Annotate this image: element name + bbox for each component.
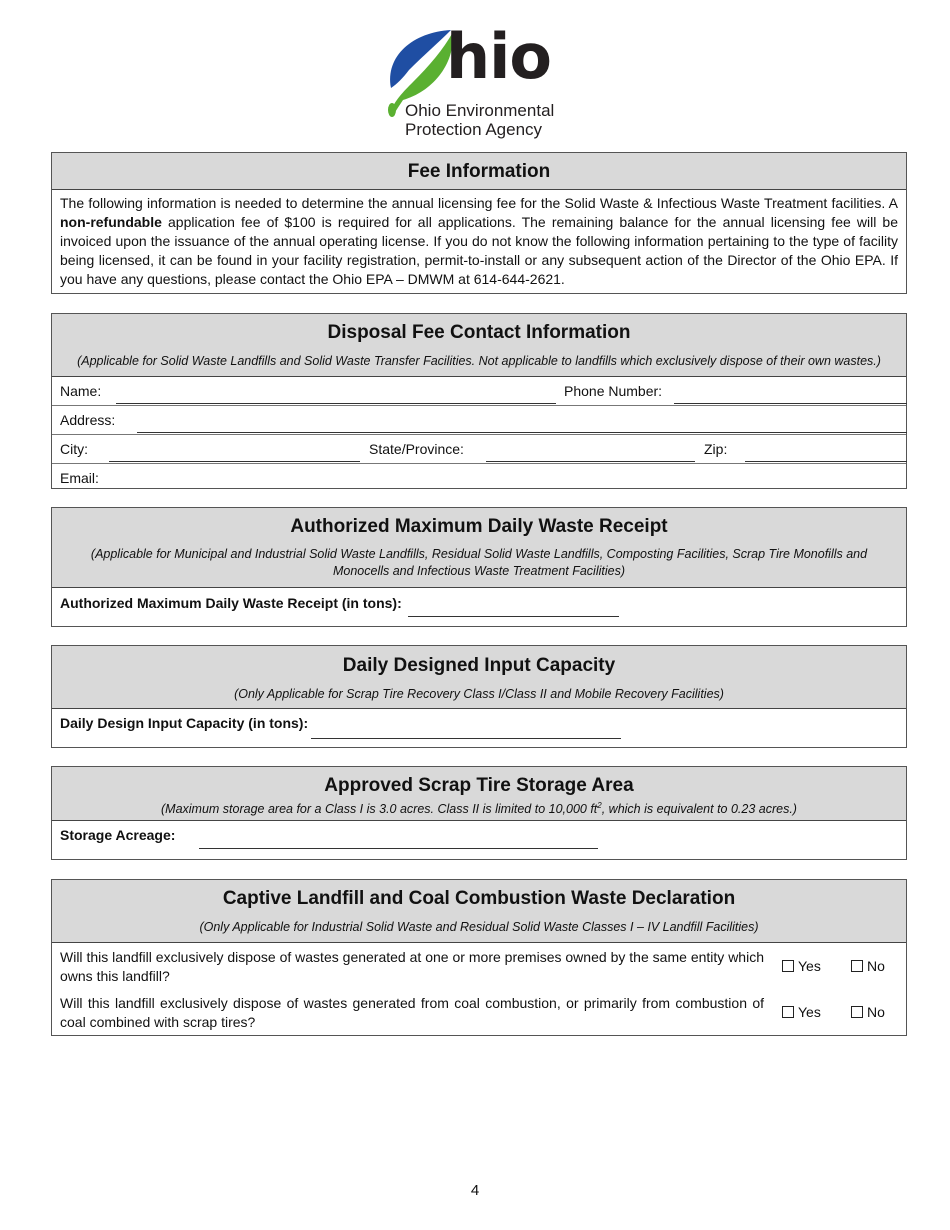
section-header bbox=[52, 880, 906, 943]
no-label: No bbox=[867, 1004, 885, 1020]
zip-label: Zip: bbox=[704, 441, 728, 457]
checkbox-icon[interactable] bbox=[851, 1006, 863, 1018]
q2-yes-option[interactable] bbox=[782, 1003, 821, 1022]
max-daily-input-line[interactable] bbox=[408, 616, 619, 617]
section-header bbox=[52, 767, 906, 821]
max-daily-label: Authorized Maximum Daily Waste Receipt (in tons): bbox=[60, 595, 402, 611]
address-input-line[interactable] bbox=[137, 432, 907, 433]
email-row bbox=[52, 463, 906, 492]
city-label: City: bbox=[60, 441, 88, 457]
state-label: State/Province: bbox=[369, 441, 464, 457]
q1-yes-option[interactable] bbox=[782, 957, 821, 976]
address-row bbox=[52, 405, 906, 434]
section-subtitle: (Applicable for Solid Waste Landfills and Solid Waste Transfer Facilities. Not applicable to landfills which exclusively dispose of their own wastes.) bbox=[77, 354, 881, 368]
subtitle-superscript: 2 bbox=[597, 801, 602, 810]
fee-information-section bbox=[51, 152, 907, 294]
zip-input-line[interactable] bbox=[745, 461, 907, 462]
section-title: Daily Designed Input Capacity bbox=[342, 655, 616, 676]
checkbox-icon[interactable] bbox=[782, 960, 794, 972]
disposal-fee-contact-section bbox=[51, 313, 907, 489]
name-row bbox=[52, 377, 906, 405]
section-header bbox=[52, 153, 906, 190]
logo-wordmark: hio bbox=[446, 20, 551, 93]
section-header bbox=[52, 646, 906, 709]
fee-text-1: The following information is needed to determine the annual licensing fee for the Solid Waste & Infectious Waste Treatment facilities. A bbox=[60, 195, 898, 211]
name-input-line[interactable] bbox=[116, 403, 556, 404]
logo-line-1: Ohio Environmental bbox=[405, 101, 555, 120]
captive-landfill-section bbox=[51, 879, 907, 1036]
fee-text-2: application fee of $100 is required for all applications. The remaining balance for the annual licensing fee will be invoiced upon the issuance of the annual operating license. If you do not know the following information pertaining to the type of facility being licensed, it can be found in your facility registration, permit-to-install or any subsequent action of the Director of the Ohio EPA. If you have any questions, please contact the Ohio EPA – DMWM at 614-644-2621. bbox=[60, 214, 898, 287]
address-label: Address: bbox=[60, 412, 116, 428]
page-number: 4 bbox=[470, 1182, 480, 1199]
section-header bbox=[52, 508, 906, 588]
section-title: Approved Scrap Tire Storage Area bbox=[324, 775, 634, 796]
phone-input-line[interactable] bbox=[674, 403, 907, 404]
fee-description bbox=[52, 190, 906, 294]
contact-fields bbox=[52, 377, 906, 492]
phone-label: Phone Number: bbox=[564, 383, 663, 399]
question-2-text: Will this landfill exclusively dispose of wastes generated from coal combustion, or primarily from combustion of coal combined with scrap tires? bbox=[60, 995, 764, 1030]
email-label: Email: bbox=[60, 470, 99, 486]
scrap-tire-storage-section bbox=[51, 766, 907, 860]
state-input-line[interactable] bbox=[486, 461, 695, 462]
storage-acreage-input-line[interactable] bbox=[199, 848, 598, 849]
storage-acreage-label: Storage Acreage: bbox=[60, 827, 176, 843]
checkbox-icon[interactable] bbox=[782, 1006, 794, 1018]
section-header bbox=[52, 314, 906, 377]
design-capacity-field-row bbox=[52, 709, 906, 748]
fee-text-bold: non-refundable bbox=[60, 214, 162, 230]
section-title: Fee Information bbox=[407, 161, 551, 182]
storage-acreage-field-row bbox=[52, 821, 906, 860]
section-title: Authorized Maximum Daily Waste Receipt bbox=[290, 516, 668, 537]
subtitle-part-b: , which is equivalent to 0.23 acres.) bbox=[601, 802, 797, 817]
max-daily-field-row bbox=[52, 588, 906, 627]
logo-line-2: Protection Agency bbox=[405, 120, 543, 139]
design-capacity-label: Daily Design Input Capacity (in tons): bbox=[60, 715, 309, 731]
subtitle-part-a: (Maximum storage area for a Class I is 3.0 acres. Class II is limited to 10,000 ft bbox=[161, 802, 598, 817]
section-subtitle: (Only Applicable for Scrap Tire Recovery Class I/Class II and Mobile Recovery Facilities) bbox=[234, 687, 724, 701]
design-capacity-input-line[interactable] bbox=[311, 738, 621, 739]
checkbox-icon[interactable] bbox=[851, 960, 863, 972]
ohio-epa-logo bbox=[383, 20, 573, 144]
q1-no-option[interactable] bbox=[851, 957, 885, 976]
question-row-1 bbox=[52, 943, 906, 989]
section-subtitle bbox=[52, 795, 906, 818]
yes-label: Yes bbox=[798, 958, 821, 974]
section-subtitle: (Only Applicable for Industrial Solid Waste and Residual Solid Waste Classes I – IV Landfill Facilities) bbox=[199, 920, 759, 934]
name-label: Name: bbox=[60, 383, 102, 399]
section-title: Captive Landfill and Coal Combustion Waste Declaration bbox=[222, 888, 736, 909]
yes-label: Yes bbox=[798, 1004, 821, 1020]
no-label: No bbox=[867, 958, 885, 974]
question-1-text: Will this landfill exclusively dispose of wastes generated at one or more premises owned by the same entity which owns this landfill? bbox=[60, 949, 764, 984]
city-row bbox=[52, 434, 906, 463]
max-daily-waste-section bbox=[51, 507, 907, 627]
design-capacity-section bbox=[51, 645, 907, 748]
section-title: Disposal Fee Contact Information bbox=[327, 322, 631, 343]
city-input-line[interactable] bbox=[109, 461, 360, 462]
section-subtitle: (Applicable for Municipal and Industrial Solid Waste Landfills, Residual Solid Waste Landfills, Composting Facilities, Scrap Tire Monofills and Monocells and Infectious Waste Treatment Facilities) bbox=[90, 547, 868, 578]
question-row-2 bbox=[52, 989, 906, 1036]
q2-no-option[interactable] bbox=[851, 1003, 885, 1022]
